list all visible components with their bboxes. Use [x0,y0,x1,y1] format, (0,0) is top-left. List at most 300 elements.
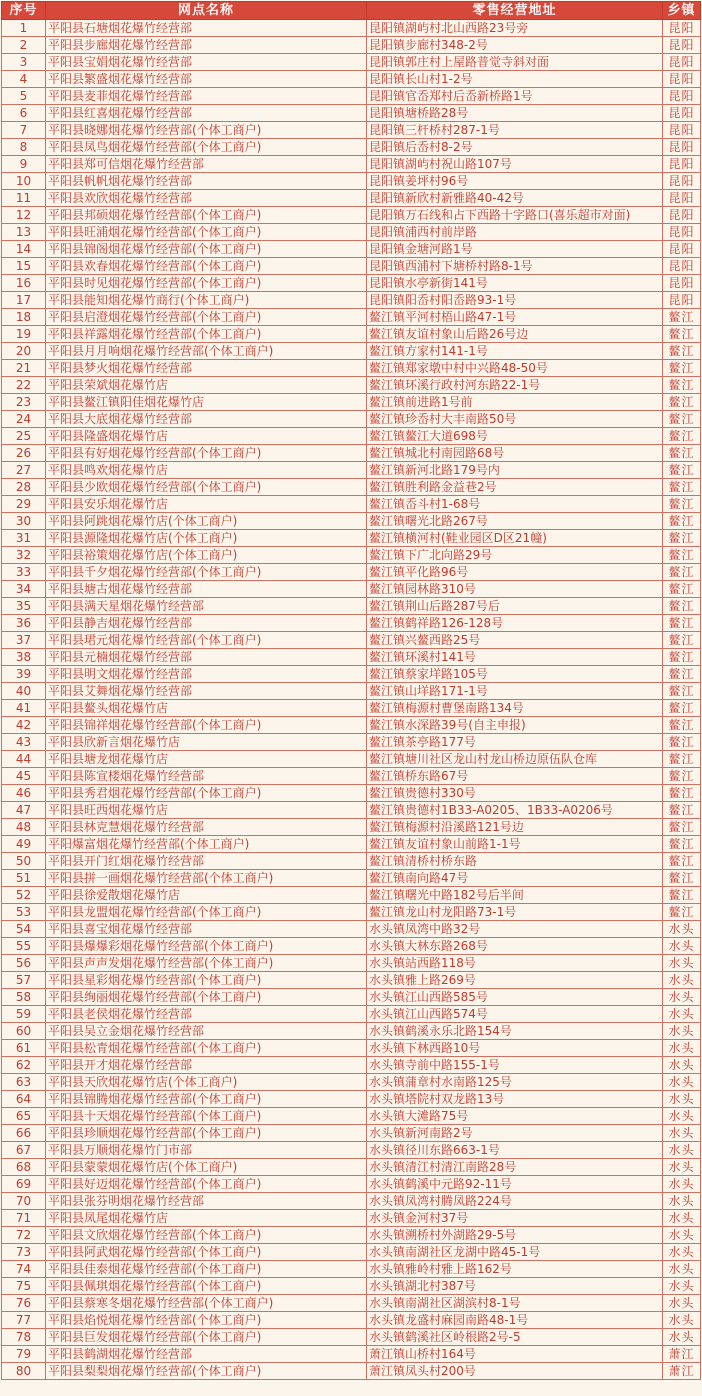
address-cell: 昆阳镇长山村1-2号 [367,71,663,88]
address-cell: 水头镇下林西路10号 [367,1040,663,1057]
address-cell: 鳌江镇珍岙村大丰南路50号 [367,411,663,428]
outlet-name-cell: 平阳县石塘烟花爆竹经营部 [46,20,367,37]
town-cell: 水头 [663,1023,701,1040]
table-row [2,428,701,445]
serial-number-cell: 16 [2,275,46,292]
address-cell: 鳌江镇鹤祥路126-128号 [367,615,663,632]
serial-number-cell: 74 [2,1261,46,1278]
town-cell: 鳌江 [663,343,701,360]
outlet-name-cell: 平阳县凤鸟烟花爆竹经营部(个体工商户) [46,139,367,156]
outlet-name-cell: 平阳县秀君烟花爆竹经营部(个体工商户) [46,785,367,802]
address-cell: 鳌江镇方家村141-1号 [367,343,663,360]
table-row [2,819,701,836]
town-cell: 鳌江 [663,717,701,734]
town-cell: 鳌江 [663,836,701,853]
serial-number-cell: 70 [2,1193,46,1210]
outlet-name-cell: 平阳县欢欣烟花爆竹经营部 [46,190,367,207]
table-row [2,717,701,734]
address-cell: 鳌江镇梅源村曹堡南路134号 [367,700,663,717]
table-row [2,547,701,564]
address-cell: 昆阳镇万石线和占下西路十字路口(喜乐超市对面) [367,207,663,224]
address-cell: 鳌江镇胜利路金益巷2号 [367,479,663,496]
outlet-name-cell: 平阳县老侯烟花爆竹经营部 [46,1006,367,1023]
serial-number-cell: 56 [2,955,46,972]
table-row [2,258,701,275]
town-cell: 鳌江 [663,462,701,479]
serial-number-cell: 27 [2,462,46,479]
outlet-name-cell: 平阳县裕策烟花爆竹店(个体工商户) [46,547,367,564]
outlet-name-cell: 平阳县安乐烟花爆竹店 [46,496,367,513]
table-row [2,1159,701,1176]
table-row [2,1278,701,1295]
town-cell: 昆阳 [663,105,701,122]
address-cell: 昆阳镇后岙村8-2号 [367,139,663,156]
table-row [2,139,701,156]
address-cell: 鳌江镇梅源村沿溪路121号边 [367,819,663,836]
serial-number-cell: 12 [2,207,46,224]
table-row [2,326,701,343]
table-row [2,1142,701,1159]
address-cell: 水头镇江山西路574号 [367,1006,663,1023]
serial-number-cell: 43 [2,734,46,751]
serial-number-cell: 24 [2,411,46,428]
table-row [2,462,701,479]
serial-number-cell: 68 [2,1159,46,1176]
town-cell: 鳌江 [663,632,701,649]
town-cell: 鳌江 [663,547,701,564]
serial-number-cell: 40 [2,683,46,700]
town-cell: 水头 [663,921,701,938]
address-cell: 水头镇径川东路663-1号 [367,1142,663,1159]
table-row [2,224,701,241]
table-row [2,496,701,513]
outlet-name-cell: 平阳县星彩烟花爆竹经营部(个体工商户) [46,972,367,989]
town-cell: 鳌江 [663,326,701,343]
serial-number-cell: 58 [2,989,46,1006]
table-row [2,887,701,904]
outlet-name-cell: 平阳县步廊烟花爆竹经营部 [46,37,367,54]
table-row [2,1261,701,1278]
town-cell: 水头 [663,1329,701,1346]
table-row [2,1329,701,1346]
table-row [2,1023,701,1040]
outlet-name-cell: 平阳爆富烟花爆竹经营部(个体工商户) [46,836,367,853]
town-cell: 鳌江 [663,700,701,717]
address-cell: 昆阳镇水亭新街141号 [367,275,663,292]
serial-number-cell: 78 [2,1329,46,1346]
table-row [2,343,701,360]
serial-number-cell: 72 [2,1227,46,1244]
serial-number-cell: 13 [2,224,46,241]
serial-number-cell: 57 [2,972,46,989]
outlet-name-cell: 平阳县旺西烟花爆竹店 [46,802,367,819]
outlet-name-cell: 平阳县鳌江镇阳佳烟花爆竹店 [46,394,367,411]
town-cell: 鳌江 [663,734,701,751]
outlet-name-cell: 平阳县启澄烟花爆竹经营部(个体工商户) [46,309,367,326]
outlet-name-cell: 平阳县明文烟花爆竹经营部 [46,666,367,683]
table-row [2,411,701,428]
address-cell: 鳌江镇环溪行政村河东路22-1号 [367,377,663,394]
town-cell: 昆阳 [663,207,701,224]
outlet-name-cell: 平阳县满天星烟花爆竹经营部 [46,598,367,615]
serial-number-cell: 64 [2,1091,46,1108]
table-row [2,921,701,938]
address-cell: 水头镇鹤溪中元路92-11号 [367,1176,663,1193]
outlet-name-cell: 平阳县张芬明烟花爆竹经营部 [46,1193,367,1210]
table-row [2,1057,701,1074]
outlet-name-cell: 平阳县开门红烟花爆竹经营部 [46,853,367,870]
serial-number-cell: 19 [2,326,46,343]
outlet-name-cell: 平阳县凤尾烟花爆竹店 [46,1210,367,1227]
outlet-name-cell: 平阳县晓娜烟花爆竹经营部(个体工商户) [46,122,367,139]
address-cell: 鳌江镇园林路310号 [367,581,663,598]
table-row [2,445,701,462]
table-row [2,1295,701,1312]
table-row [2,683,701,700]
town-cell: 鳌江 [663,666,701,683]
address-cell: 鳌江镇蔡家垟路105号 [367,666,663,683]
town-cell: 昆阳 [663,20,701,37]
header-row [2,2,701,20]
outlet-name-cell: 平阳县蒙蒙烟花爆竹店(个体工商户) [46,1159,367,1176]
outlet-name-cell: 平阳县荣斌烟花爆竹店 [46,377,367,394]
outlet-name-cell: 平阳县能知烟花爆竹商行(个体工商户) [46,292,367,309]
table-row [2,1210,701,1227]
table-row [2,241,701,258]
table-row [2,173,701,190]
address-cell: 鳌江镇城北村南园路68号 [367,445,663,462]
outlet-name-cell: 平阳县阿武烟花爆竹经营部(个体工商户) [46,1244,367,1261]
serial-number-cell: 20 [2,343,46,360]
town-cell: 鳌江 [663,785,701,802]
serial-number-cell: 73 [2,1244,46,1261]
town-cell: 昆阳 [663,122,701,139]
town-cell: 水头 [663,1040,701,1057]
outlet-name-cell: 平阳县鹤湖烟花爆竹经营部 [46,1346,367,1363]
serial-number-cell: 42 [2,717,46,734]
town-cell: 鳌江 [663,564,701,581]
address-cell: 鳌江镇贵德村1B33-A0205、1B33-A0206号 [367,802,663,819]
town-cell: 鳌江 [663,768,701,785]
address-cell: 鳌江镇前进路1号前 [367,394,663,411]
address-cell: 水头镇雅岭村雅上路162号 [367,1261,663,1278]
serial-number-cell: 33 [2,564,46,581]
address-cell: 水头镇湖北村387号 [367,1278,663,1295]
town-cell: 鳌江 [663,802,701,819]
outlet-name-cell: 平阳县红喜烟花爆竹经营部 [46,105,367,122]
serial-number-cell: 46 [2,785,46,802]
outlet-name-cell: 平阳县帆帆烟花爆竹经营部 [46,173,367,190]
address-cell: 昆阳镇湖屿村祝山路107号 [367,156,663,173]
serial-number-cell: 31 [2,530,46,547]
serial-number-cell: 52 [2,887,46,904]
serial-number-cell: 29 [2,496,46,513]
address-cell: 鳌江镇桥东路67号 [367,768,663,785]
table-row [2,938,701,955]
town-cell: 鳌江 [663,394,701,411]
outlet-table [1,1,701,1380]
address-cell: 昆阳镇步廊村348-2号 [367,37,663,54]
town-cell: 昆阳 [663,71,701,88]
town-cell: 水头 [663,1312,701,1329]
table-row [2,751,701,768]
outlet-name-cell: 平阳县珺元烟花爆竹经营部(个体工商户) [46,632,367,649]
serial-number-cell: 5 [2,88,46,105]
town-cell: 鳌江 [663,445,701,462]
outlet-name-cell: 平阳县锦阁烟花爆竹经营部(个体工商户) [46,241,367,258]
table-row [2,802,701,819]
serial-number-cell: 9 [2,156,46,173]
address-cell: 鳌江镇山垟路171-1号 [367,683,663,700]
table-row [2,904,701,921]
address-cell: 鳌江镇下广北向路29号 [367,547,663,564]
address-cell: 鳌江镇兴鳌西路25号 [367,632,663,649]
serial-number-cell: 4 [2,71,46,88]
outlet-name-cell: 平阳县蔡寒冬烟花爆竹经营部(个体工商户) [46,1295,367,1312]
address-cell: 鳌江镇新河北路179号内 [367,462,663,479]
address-cell: 鳌江镇塘川社区龙山村龙山桥边原伍队仓库 [367,751,663,768]
address-cell: 鳌江镇贵德村330号 [367,785,663,802]
table-row [2,37,701,54]
outlet-name-cell: 平阳县天欣烟花爆竹店(个体工商户) [46,1074,367,1091]
table-row [2,309,701,326]
address-cell: 水头镇新河南路2号 [367,1125,663,1142]
town-cell: 水头 [663,1125,701,1142]
address-cell: 昆阳镇金塘河路1号 [367,241,663,258]
town-cell: 水头 [663,1108,701,1125]
serial-number-cell: 6 [2,105,46,122]
town-cell: 鳌江 [663,530,701,547]
serial-number-cell: 34 [2,581,46,598]
town-cell: 水头 [663,989,701,1006]
town-cell: 萧江 [663,1363,701,1380]
serial-number-cell: 8 [2,139,46,156]
serial-number-cell: 3 [2,54,46,71]
table-row [2,292,701,309]
serial-number-cell: 26 [2,445,46,462]
table-row [2,479,701,496]
address-cell: 昆阳镇新欣村新雅路40-42号 [367,190,663,207]
outlet-name-cell: 平阳县焰悦烟花爆竹经营部(个体工商户) [46,1312,367,1329]
header-outlet-name: 网点名称 [46,2,367,20]
outlet-name-cell: 平阳县宝娟烟花爆竹经营部 [46,54,367,71]
serial-number-cell: 38 [2,649,46,666]
town-cell: 昆阳 [663,190,701,207]
outlet-name-cell: 平阳县文欣烟花爆竹经营部(个体工商户) [46,1227,367,1244]
outlet-name-cell: 平阳县吴立金烟花爆竹经营部 [46,1023,367,1040]
header-town: 乡镇 [663,2,701,20]
header-serial-number: 序号 [2,2,46,20]
outlet-name-cell: 平阳县月月响烟花爆竹经营部(个体工商户) [46,343,367,360]
town-cell: 鳌江 [663,853,701,870]
outlet-name-cell: 平阳县少欧烟花爆竹经营部(个体工商户) [46,479,367,496]
town-cell: 鳌江 [663,598,701,615]
outlet-name-cell: 平阳县塘龙烟花爆竹店 [46,751,367,768]
town-cell: 昆阳 [663,173,701,190]
table-row [2,853,701,870]
town-cell: 水头 [663,1295,701,1312]
serial-number-cell: 36 [2,615,46,632]
header-retail-address: 零售经营地址 [367,2,663,20]
address-cell: 水头镇大滩路75号 [367,1108,663,1125]
outlet-name-cell: 平阳县静吉烟花爆竹经营部 [46,615,367,632]
town-cell: 昆阳 [663,224,701,241]
table-row [2,666,701,683]
outlet-name-cell: 平阳县巨发烟花爆竹经营部(个体工商户) [46,1329,367,1346]
address-cell: 水头镇雅上路269号 [367,972,663,989]
table-row [2,632,701,649]
outlet-name-cell: 平阳县陈宣楼烟花爆竹经营部 [46,768,367,785]
serial-number-cell: 32 [2,547,46,564]
address-cell: 水头镇金河村37号 [367,1210,663,1227]
outlet-name-cell: 平阳县祥露烟花爆竹经营部(个体工商户) [46,326,367,343]
table-row [2,122,701,139]
town-cell: 昆阳 [663,275,701,292]
serial-number-cell: 41 [2,700,46,717]
table-row [2,1006,701,1023]
town-cell: 水头 [663,1261,701,1278]
address-cell: 昆阳镇塘桥路28号 [367,105,663,122]
table-row [2,1312,701,1329]
town-cell: 昆阳 [663,54,701,71]
serial-number-cell: 75 [2,1278,46,1295]
outlet-name-cell: 平阳县松青烟花爆竹经营部(个体工商户) [46,1040,367,1057]
table-row [2,156,701,173]
address-cell: 鳌江镇龙山村龙阳路73-1号 [367,904,663,921]
table-row [2,989,701,1006]
town-cell: 水头 [663,1091,701,1108]
town-cell: 水头 [663,1278,701,1295]
town-cell: 鳌江 [663,513,701,530]
serial-number-cell: 65 [2,1108,46,1125]
serial-number-cell: 69 [2,1176,46,1193]
address-cell: 水头镇清江村清江南路28号 [367,1159,663,1176]
table-row [2,1193,701,1210]
town-cell: 鳌江 [663,309,701,326]
address-cell: 鳌江镇荆山后路287号后 [367,598,663,615]
town-cell: 昆阳 [663,156,701,173]
serial-number-cell: 60 [2,1023,46,1040]
address-cell: 鳌江镇横河村(鞋业园区D区21幢) [367,530,663,547]
town-cell: 昆阳 [663,241,701,258]
outlet-name-cell: 平阳县喜宝烟花爆竹经营部 [46,921,367,938]
serial-number-cell: 17 [2,292,46,309]
address-cell: 鳌江镇环溪村141号 [367,649,663,666]
table-row [2,870,701,887]
address-cell: 昆阳镇西浦村下塘桥村路8-1号 [367,258,663,275]
serial-number-cell: 23 [2,394,46,411]
town-cell: 鳌江 [663,819,701,836]
outlet-name-cell: 平阳县佩琪烟花爆竹经营部(个体工商户) [46,1278,367,1295]
address-cell: 鳌江镇水深路39号(自主申报) [367,717,663,734]
address-cell: 水头镇寺前中路155-1号 [367,1057,663,1074]
town-cell: 昆阳 [663,258,701,275]
serial-number-cell: 30 [2,513,46,530]
address-cell: 水头镇江山西路585号 [367,989,663,1006]
town-cell: 昆阳 [663,88,701,105]
address-cell: 水头镇南湖社区湖滨村8-1号 [367,1295,663,1312]
address-cell: 昆阳镇官岙郑村后岙新桥路1号 [367,88,663,105]
serial-number-cell: 45 [2,768,46,785]
outlet-name-cell: 平阳县艾舞烟花爆竹经营部 [46,683,367,700]
table-row [2,615,701,632]
serial-number-cell: 39 [2,666,46,683]
address-cell: 水头镇龙盛村麻园南路48-1号 [367,1312,663,1329]
table-row [2,207,701,224]
outlet-name-cell: 平阳县好迈烟花爆竹经营部(个体工商户) [46,1176,367,1193]
address-cell: 水头镇鹤溪社区岭根路2号-5 [367,1329,663,1346]
outlet-name-cell: 平阳县佳泰烟花爆竹经营部(个体工商户) [46,1261,367,1278]
serial-number-cell: 14 [2,241,46,258]
town-cell: 水头 [663,1176,701,1193]
table-row [2,700,701,717]
address-cell: 昆阳镇三杆桥村287-1号 [367,122,663,139]
outlet-name-cell: 平阳县郑可信烟花爆竹经营部 [46,156,367,173]
table-row [2,88,701,105]
town-cell: 鳌江 [663,377,701,394]
town-cell: 鳌江 [663,615,701,632]
outlet-name-cell: 平阳县锦祥烟花爆竹经营部(个体工商户) [46,717,367,734]
outlet-name-cell: 平阳县欣新言烟花爆竹店 [46,734,367,751]
town-cell: 鳌江 [663,870,701,887]
serial-number-cell: 28 [2,479,46,496]
serial-number-cell: 80 [2,1363,46,1380]
table-row [2,54,701,71]
table-header [2,2,701,20]
town-cell: 水头 [663,955,701,972]
table-row [2,513,701,530]
town-cell: 昆阳 [663,139,701,156]
town-cell: 水头 [663,1142,701,1159]
outlet-name-cell: 平阳县鳌头烟花爆竹店 [46,700,367,717]
table-row [2,1074,701,1091]
outlet-name-cell: 平阳县鸣欢烟花爆竹店 [46,462,367,479]
address-cell: 鳌江镇友谊村象山前路1-1号 [367,836,663,853]
address-cell: 昆阳镇湖屿村北山西路23号旁 [367,20,663,37]
table-row [2,1040,701,1057]
table-row [2,972,701,989]
serial-number-cell: 48 [2,819,46,836]
table-body [2,20,701,1380]
address-cell: 水头镇凤湾中路32号 [367,921,663,938]
table-row [2,1091,701,1108]
table-row [2,105,701,122]
address-cell: 水头镇站西路118号 [367,955,663,972]
town-cell: 水头 [663,938,701,955]
serial-number-cell: 77 [2,1312,46,1329]
town-cell: 鳌江 [663,581,701,598]
table-row [2,598,701,615]
serial-number-cell: 1 [2,20,46,37]
table-row [2,1363,701,1380]
outlet-name-cell: 平阳县爆爆彩烟花爆竹经营部(个体工商户) [46,938,367,955]
outlet-name-cell: 平阳县旺浦烟花爆竹经营部(个体工商户) [46,224,367,241]
serial-number-cell: 25 [2,428,46,445]
town-cell: 水头 [663,1074,701,1091]
outlet-name-cell: 平阳县塘古烟花爆竹经营部 [46,581,367,598]
address-cell: 昆阳镇浦西村前岸路 [367,224,663,241]
serial-number-cell: 18 [2,309,46,326]
table-row [2,190,701,207]
serial-number-cell: 35 [2,598,46,615]
serial-number-cell: 62 [2,1057,46,1074]
address-cell: 萧江镇山桥村164号 [367,1346,663,1363]
serial-number-cell: 37 [2,632,46,649]
outlet-name-cell: 平阳县欢春烟花爆竹经营部(个体工商户) [46,258,367,275]
table-row [2,734,701,751]
outlet-name-cell: 平阳县珍顺烟花爆竹经营部(个体工商户) [46,1125,367,1142]
table-row [2,955,701,972]
